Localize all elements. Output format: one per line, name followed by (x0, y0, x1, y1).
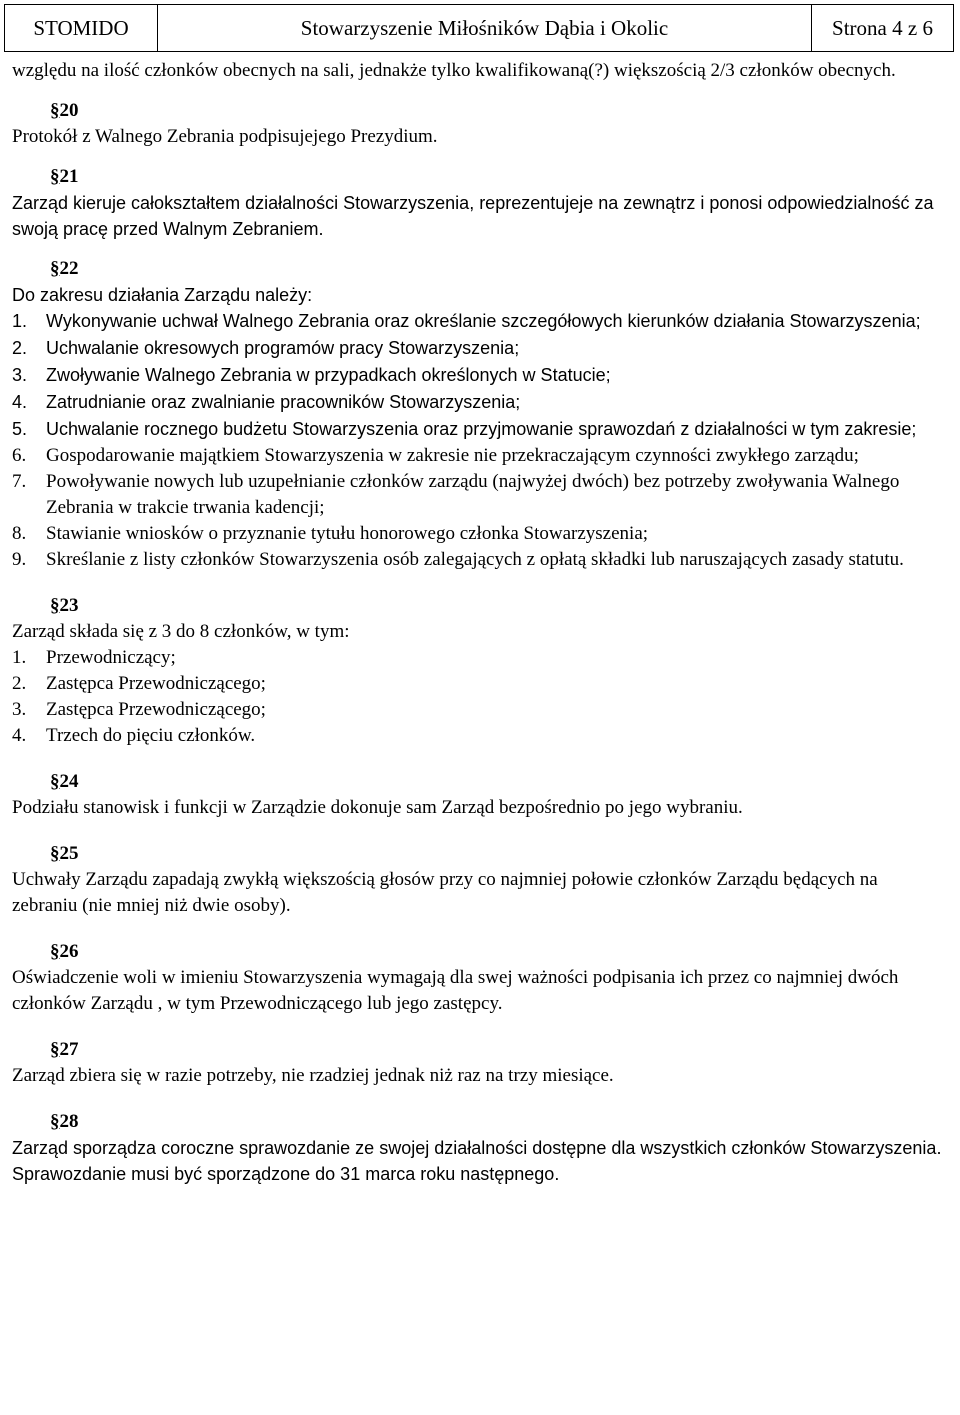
section-23 (12, 593, 947, 749)
list-item: 1. Wykonywanie uchwał Walnego Zebrania oraz określanie szczegółowych kierunków działania Stowarzyszenia; (12, 311, 921, 331)
section-28-number: §28 (50, 1111, 79, 1132)
section-25-number: §25 (50, 843, 79, 864)
section-23-list (12, 645, 947, 749)
list-item: 3. Zwoływanie Walnego Zebrania w przypadkach określonych w Statucie; (12, 365, 611, 385)
section-21-number: §21 (50, 166, 79, 187)
section-20-text: Protokół z Walnego Zebrania podpisujejego Prezydium. (12, 126, 438, 147)
list-item: 4. Zatrudnianie oraz zwalnianie pracowników Stowarzyszenia; (12, 392, 521, 412)
section-21-text: Zarząd kieruje całokształtem działalności Stowarzyszenia, reprezentujeje na zewnątrz i ponosi odpowiedzialność za swoją pracę przed Walnym Zebraniem. (12, 193, 934, 239)
list-item: 7. Powoływanie nowych lub uzupełnianie członków zarządu (najwyżej dwóch) bez potrzeby zwoływania Walnego Zebrania w trakcie trwania kadencji; (12, 471, 900, 518)
list-item: 2. Uchwalanie okresowych programów pracy Stowarzyszenia; (12, 338, 520, 358)
header-org-name: Stowarzyszenie Miłośników Dąbia i Okolic (158, 5, 812, 51)
section-23-text: Zarząd składa się z 3 do 8 członków, w tym: (12, 621, 350, 642)
intro-paragraph: względu na ilość członków obecnych na sali, jednakże tylko kwalifikowaną(?) większością 2/3 członków obecnych. (12, 60, 896, 81)
section-23-number: §23 (50, 595, 79, 616)
list-item: 5. Uchwalanie rocznego budżetu Stowarzyszenia oraz przyjmowanie sprawozdań z działalności w tym zakresie; (12, 419, 917, 439)
section-21 (12, 164, 947, 242)
list-item: 8. Stawianie wniosków o przyznanie tytułu honorowego członka Stowarzyszenia; (12, 523, 649, 544)
section-26 (12, 939, 947, 1017)
section-28-text: Zarząd sporządza coroczne sprawozdanie ze swojej działalności dostępne dla wszystkich członków Stowarzyszenia. Sprawozdanie musi być sporządzone do 31 marca roku następnego. (12, 1138, 942, 1184)
section-20 (12, 98, 947, 150)
section-24-number: §24 (50, 771, 79, 792)
section-22-list (12, 308, 947, 573)
section-20-number: §20 (50, 100, 79, 121)
section-24 (12, 769, 947, 821)
section-22-text: Do zakresu działania Zarządu należy: (12, 285, 313, 305)
list-item: 4. Trzech do pięciu członków. (12, 725, 256, 746)
list-item: 1. Przewodniczący; (12, 647, 176, 668)
section-25 (12, 841, 947, 919)
section-27-number: §27 (50, 1039, 79, 1060)
section-27 (12, 1037, 947, 1089)
header-page-number: Strona 4 z 6 (832, 15, 933, 40)
page-header (4, 4, 954, 52)
section-22-number: §22 (50, 258, 79, 279)
header-org-abbrev: STOMIDO (5, 5, 158, 51)
section-27-text: Zarząd zbiera się w razie potrzeby, nie rzadziej jednak niż raz na trzy miesiące. (12, 1065, 614, 1086)
list-item: 9. Skreślanie z listy członków Stowarzyszenia osób zalegających z opłatą składki lub naruszających zasady statutu. (12, 549, 904, 570)
section-24-text: Podziału stanowisk i funkcji w Zarządzie dokonuje sam Zarząd bezpośrednio po jego wybraniu. (12, 797, 743, 818)
section-26-number: §26 (50, 941, 79, 962)
document-body (12, 58, 947, 1187)
list-item: 6. Gospodarowanie majątkiem Stowarzyszenia w zakresie nie przekraczającym czynności zwykłego zarządu; (12, 445, 859, 466)
section-25-text: Uchwały Zarządu zapadają zwykłą większością głosów przy co najmniej połowie członków Zarządu będących na zebraniu (nie mniej niż dwie osoby). (12, 869, 878, 916)
section-28 (12, 1109, 947, 1187)
list-item: 2. Zastępca Przewodniczącego; (12, 673, 266, 694)
list-item: 3. Zastępca Przewodniczącego; (12, 699, 266, 720)
section-26-text: Oświadczenie woli w imieniu Stowarzyszenia wymagają dla swej ważności podpisania ich przez co najmniej dwóch członków Zarządu , w tym Przewodniczącego lub jego zastępcy. (12, 967, 899, 1014)
section-22 (12, 256, 947, 573)
